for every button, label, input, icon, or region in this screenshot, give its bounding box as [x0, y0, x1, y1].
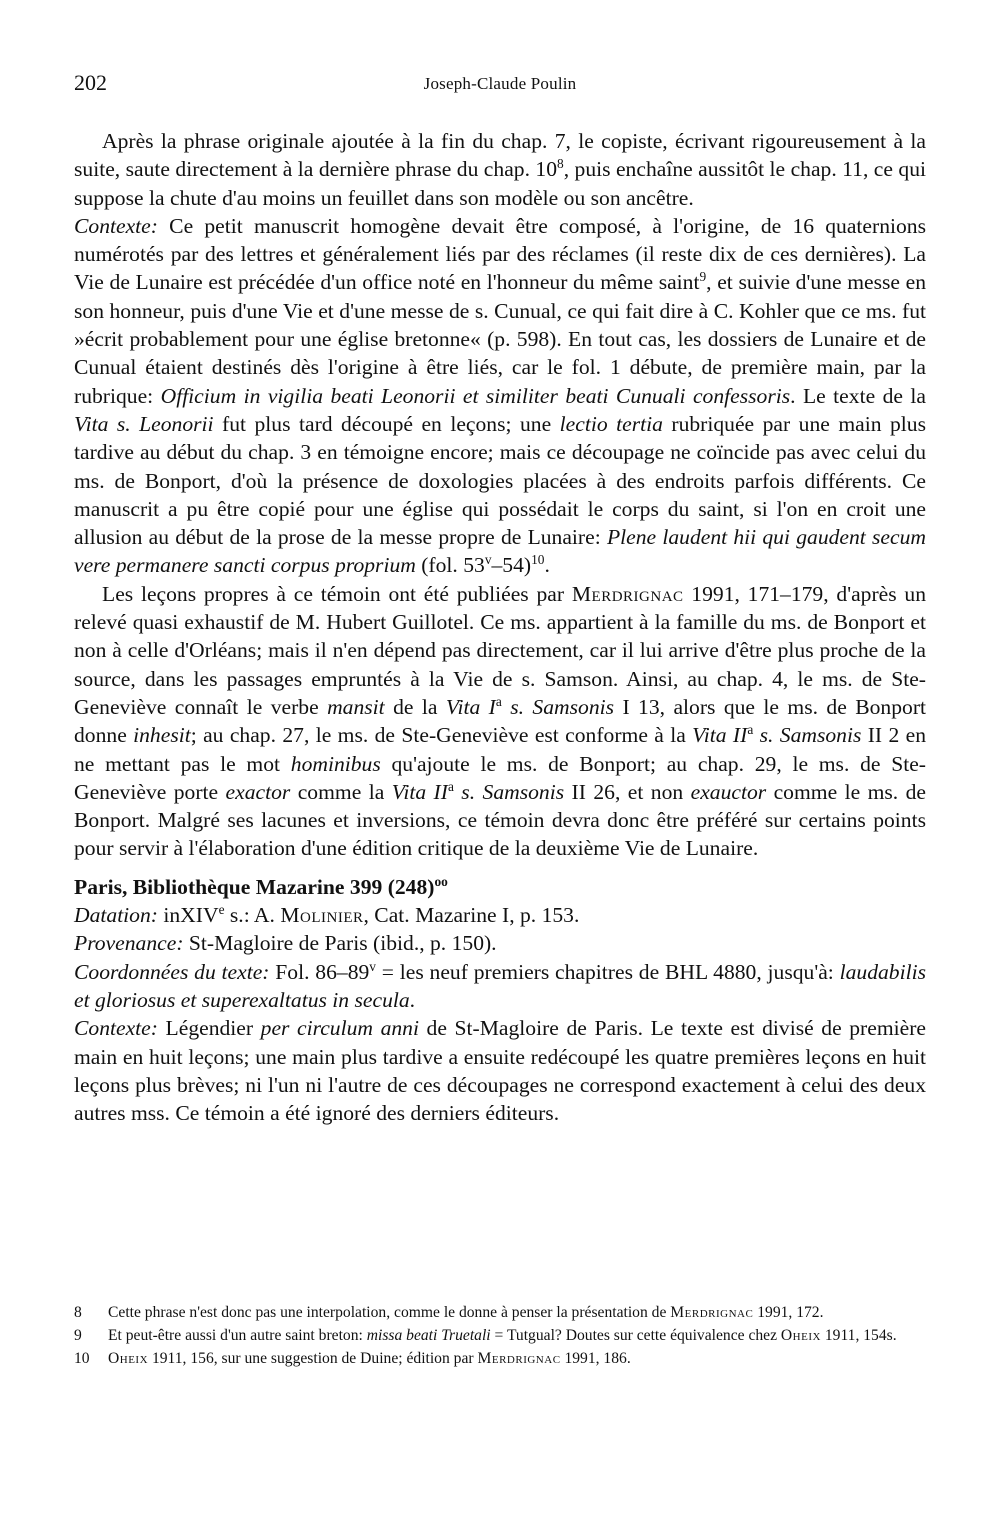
latin-quote: missa beati Truetali [366, 1327, 491, 1344]
field-label-contexte: Contexte: [74, 1016, 158, 1041]
field-label-datation: Datation: [74, 903, 158, 928]
text-run: Les leçons propres à ce témoin ont été publiées par [102, 581, 572, 606]
footnote-8 [74, 1303, 926, 1323]
text-run: inXIV [157, 903, 219, 928]
latin-term: per circulum anni [260, 1016, 419, 1041]
text-run: , et suivie d'une messe en son honneur, puis d'une Vie et d'une messe de s. Cunual, ce qui fait dire à C. Kohler que ce ms. fut »écrit probablement pour une église bretonne« (p. 598). En tout cas, les dossiers de Lunaire et de Cunual étaient destinés dès l'origine à être liés, car le fol. 1 débute, de première main, par la rubrique: [74, 270, 926, 408]
latin-title: Vita s. Leonorii [74, 411, 214, 436]
running-head: Joseph-Claude Poulin [423, 74, 577, 93]
text-run: . [544, 553, 550, 578]
entry-contexte [74, 1014, 926, 1127]
paragraph-copyist [74, 127, 926, 212]
footnote-10 [74, 1349, 926, 1369]
text-run: (fol. 53 [415, 553, 485, 578]
latin-term: inhesit [133, 723, 191, 748]
footnotes [74, 1303, 926, 1372]
text-run: comme le ms. de Bonport. Malgré ses lacunes et inversions, ce témoin devra donc être préféré sur certains points pour servir à l'élaboration d'une édition critique de la deuxième Vie de Lunaire. [74, 779, 927, 861]
text-run: Fol. 86–89 [269, 959, 370, 984]
paragraph-lecons [74, 580, 926, 863]
text-run: comme la [290, 779, 392, 804]
main-text [74, 127, 926, 1127]
latin-title: Vita II [692, 723, 748, 748]
latin-quote: Officium in vigilia beati Leonorii et similiter beati Cunuali confessoris [160, 383, 791, 408]
text-run: Légendier [157, 1016, 261, 1041]
latin-quote: laudabilis et gloriosus et superexaltatus in secula [74, 959, 926, 1012]
text-run: 1911, 154s. [820, 1327, 897, 1344]
page-number: 202 [74, 70, 107, 95]
text-run: rubriquée par une main plus tardive au début du chap. 3 en témoigne encore; mais ce découpage ne coïncide pas avec celui du ms. de Bonport, d'où la présence de doxologies placées à des endroits parfois différents. Ce manuscrit a pu être copié pour une église qui possédait le corps du saint, si l'on en croit une allusion au début de la prose de la messe propre de Lunaire: [74, 411, 926, 550]
text-run: = les neuf premiers chapitres de BHL 4880, jusqu'à: [375, 959, 840, 984]
footnote-number: 9 [74, 1327, 82, 1344]
latin-title: Vita I [445, 694, 496, 719]
text-run: 1991, 186. [560, 1350, 631, 1367]
latin-term: exactor [225, 779, 291, 804]
text-run: fut plus tard découpé en leçons; une [213, 411, 560, 436]
folio-verso-mark: v [484, 552, 492, 568]
latin-title: s. Samsonis [453, 779, 565, 804]
field-label-contexte: Contexte: [74, 213, 158, 238]
entry-datation [74, 901, 926, 929]
heading-mark: oo [434, 873, 448, 889]
text-run: I 13, alors que le ms. de Bonport donne [74, 694, 927, 748]
footnote-ref-8: 8 [557, 156, 564, 172]
entry-provenance [74, 929, 926, 957]
text-run: II 26, et non [564, 779, 691, 804]
text-run: St-Magloire de Paris (ibid., p. 150). [183, 931, 497, 956]
ordinal-mark: a [495, 693, 502, 709]
latin-term: mansit [327, 694, 385, 719]
footnote-ref-9: 9 [699, 269, 707, 285]
latin-title: s. Samsonis [753, 723, 862, 748]
text-run: . [409, 987, 416, 1012]
field-label-coordonnees: Coordonnées du texte: [74, 959, 270, 984]
footnote-ref-10: 10 [531, 552, 545, 568]
ordinal-mark: a [747, 722, 754, 738]
text-run: II 2 en ne mettant pas le mot [74, 723, 927, 776]
text-run: Ce petit manuscrit homogène devait être composé, à l'origine, de 16 quaternions numérotés par des lettres et généralement liés par des réclames (il reste dix de ces dernières). La Vie de Lunaire est précédée d'un office noté en l'honneur du même saint [74, 213, 926, 295]
latin-term: lectio tertia [559, 411, 663, 436]
ordinal-mark: a [447, 778, 454, 794]
text-run: Après la phrase originale ajoutée à la fin du chap. 7, le copiste, écrivant rigoureusement à la suite, saute directement à la dernière phrase du chap. 10 [74, 129, 926, 182]
author-name: Merdrignac [670, 1304, 754, 1321]
text-run: 1911, 156, sur une suggestion de Duine; édition par [148, 1350, 478, 1367]
text-run: 1991, 172. [753, 1304, 824, 1321]
folio-verso-mark: v [369, 958, 376, 974]
entry-coordonnees [74, 958, 926, 1015]
latin-quote: Plene laudent hii qui gaudent secum vere permanere sancti corpus proprium [74, 525, 926, 578]
latin-term: exauctor [690, 779, 767, 804]
text-run: , puis enchaîne aussitôt le chap. 11, ce qui suppose la chute d'au moins un feuillet dans son modèle ou son ancêtre. [74, 157, 927, 210]
latin-title: Vita II [391, 779, 448, 804]
footnote-number: 10 [74, 1350, 90, 1367]
latin-term: hominibus [290, 751, 381, 776]
text-run: de la [384, 694, 446, 719]
text-run: ; au chap. 27, le ms. de Ste-Geneviève est conforme à la [190, 723, 693, 748]
text-run: . Le texte de la [790, 383, 926, 408]
author-name: Molinier [280, 903, 364, 928]
page-header [74, 70, 926, 104]
footnote-number: 8 [74, 1304, 82, 1321]
latin-title: s. Samsonis [501, 694, 615, 719]
text-run: = Tutgual? Doutes sur cette équivalence chez [490, 1327, 781, 1344]
text-run: de St-Magloire de Paris. Le texte est divisé de première main en huit leçons; une main plus tardive a ensuite redécoupé les quatre premières leçons en huit leçons plus brèves; ni l'un ni l'autre de ces découpages ne correspond exactement à celui des deux autres mss. Ce témoin a été ignoré des derniers éditeurs. [74, 1016, 926, 1126]
author-name: Oheix [108, 1350, 149, 1367]
author-name: Oheix [780, 1327, 821, 1344]
author-name: Merdrignac [477, 1350, 561, 1367]
text-run: Cette phrase n'est donc pas une interpolation, comme le donne à penser la présentation de [108, 1304, 671, 1321]
paragraph-contexte [74, 212, 926, 580]
section-heading [74, 873, 926, 901]
author-name: Merdrignac [571, 581, 684, 606]
text-run: , Cat. Mazarine I, p. 153. [363, 903, 580, 928]
text-run: qu'ajoute le ms. de Bonport; au chap. 29, le ms. de Ste-Geneviève porte [74, 751, 926, 804]
text-run: s.: A. [224, 903, 281, 928]
field-label-provenance: Provenance: [74, 931, 184, 956]
text-run: 1991, 171–179, d'après un relevé quasi exhaustif de M. Hubert Guillotel. Ce ms. appartient à la famille du ms. de Bonport et non à celle d'Orléans; mais il n'en dépend pas directement, car il lui arrive d'être plus proche de la source, dans les passages empruntés à la Vie de s. Samson. Ainsi, au chap. 4, le ms. de Ste-Geneviève connaît le verbe [74, 581, 927, 719]
text-run: Et peut-être aussi d'un autre saint breton: [108, 1327, 367, 1344]
text-run: –54) [491, 553, 532, 578]
century-mark: e [218, 901, 225, 917]
heading-text: Paris, Bibliothèque Mazarine 399 (248) [74, 874, 435, 899]
footnote-9 [74, 1326, 926, 1346]
